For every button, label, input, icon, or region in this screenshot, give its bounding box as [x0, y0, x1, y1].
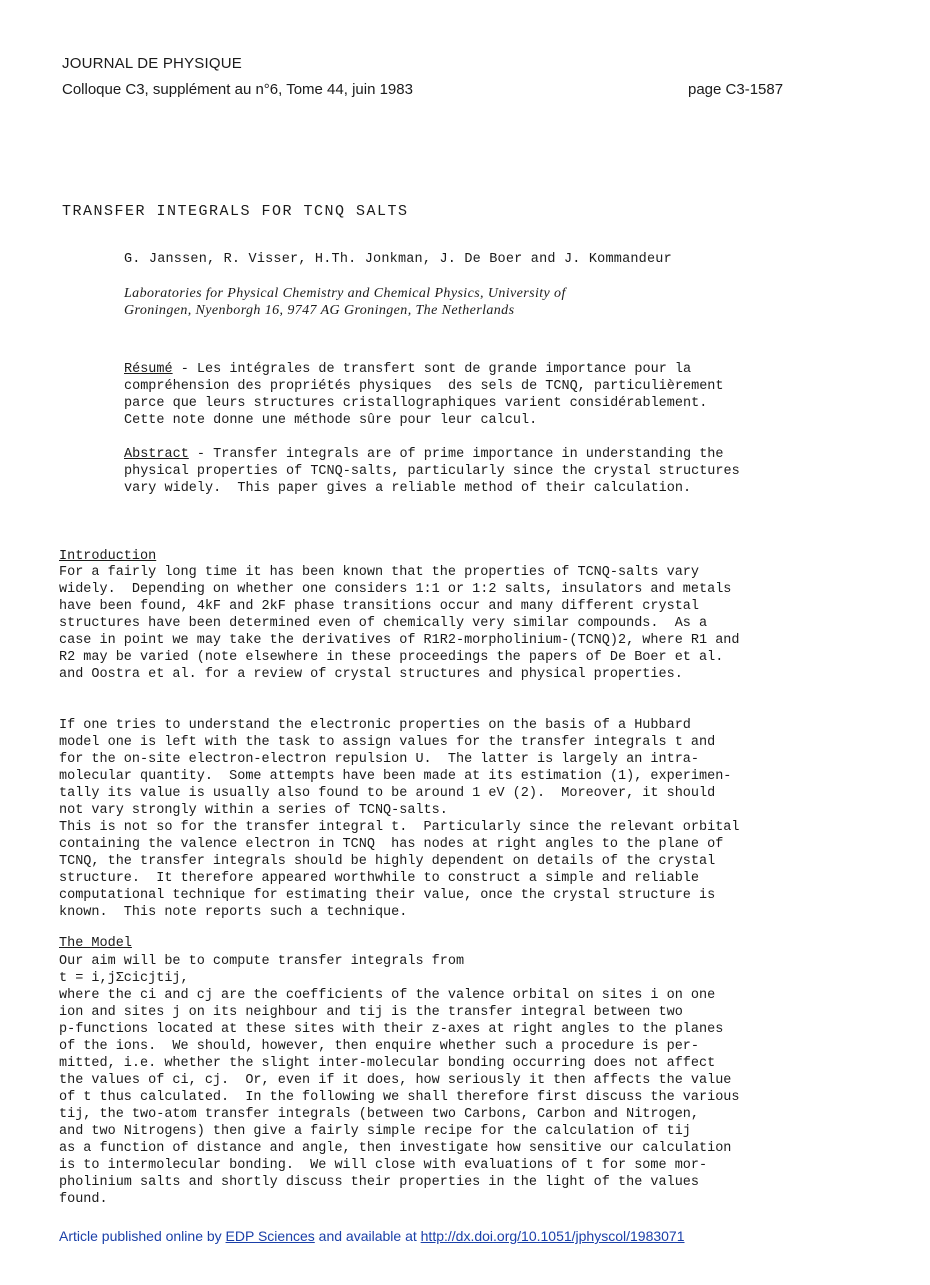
- introduction-paragraph-3: This is not so for the transfer integral t. Particularly since the relevant orbital containing the valence electron in TCNQ has nodes at right angles to the plane of TCNQ, the transfer integrals should be highly dependent on details of the crystal structure. It therefore appeared worthwhile to construct a simple and reliable computational technique for estimating their value, once the crystal structure is known. This note reports such a technique.: [59, 820, 740, 920]
- introduction-paragraph-1: For a fairly long time it has been known that the properties of TCNQ-salts vary widely. Depending on whether one considers 1:1 or 1:2 salts, insulators and metals have been found, 4kF and 2kF phase transitions occur and many different crystal structures have been determined even of chemically very similar compounds. As a case in point we may take the derivatives of R1R2-morpholinium-(TCNQ)2, where R1 and R2 may be varied (note elsewhere in these proceedings the papers of De Boer et al. and Oostra et al. for a review of crystal structures and physical properties.: [59, 565, 740, 682]
- affiliation-line: Groningen, Nyenborgh 16, 9747 AG Groningen, The Netherlands: [124, 303, 515, 318]
- abstract-text: - Transfer integrals are of prime importance in understanding the physical properties of TCNQ-salts, particularly since the crystal structures vary widely. This paper gives a reliable method of their calculation.: [124, 447, 740, 496]
- footer-prefix: Article published online by: [59, 1228, 226, 1244]
- model-heading: The Model: [59, 936, 132, 951]
- author-list: G. Janssen, R. Visser, H.Th. Jonkman, J. De Boer and J. Kommandeur: [124, 252, 672, 267]
- abstract-paragraph: [124, 446, 740, 497]
- page-number: page C3-1587: [688, 81, 784, 98]
- resume-text: - Les intégrales de transfert sont de grande importance pour la compréhension des propriétés physiques des sels de TCNQ, particulièrement parce que leurs structures cristallographiques varient considérablement. Cette note donne une méthode sûre pour leur calcul.: [124, 362, 724, 428]
- introduction-heading: Introduction: [59, 549, 157, 564]
- publication-footer: [59, 1228, 685, 1244]
- affiliation: [124, 285, 566, 319]
- abstract-heading: Abstract: [124, 447, 189, 462]
- affiliation-line: Laboratories for Physical Chemistry and Chemical Physics, University of: [124, 286, 566, 301]
- paper-title: TRANSFER INTEGRALS FOR TCNQ SALTS: [62, 203, 409, 220]
- journal-name: JOURNAL DE PHYSIQUE: [62, 55, 242, 72]
- doi-link[interactable]: http://dx.doi.org/10.1051/jphyscol/1983071: [420, 1228, 685, 1244]
- model-paragraph: Our aim will be to compute transfer integrals from t = i,jΣcicjtij, where the ci and cj are the coefficients of the valence orbital on sites i on one ion and sites j on its neighbour and tij is the transfer integral between two p-functions located at these sites with their z-axes at right angles to the planes of the ions. We should, however, then enquire whether such a procedure is per- mitted, i.e. whether the slight inter-molecular bonding occurring does not affect the values of ci, cj. Or, even if it does, how seriously it then affects the value of t thus calculated. In the following we shall therefore first discuss the various tij, the two-atom transfer integrals (between two Carbons, Carbon and Nitrogen, and two Nitrogens) then give a fairly simple recipe for the calculation of tij as a function of distance and angle, then investigate how sensitive our calculation is to intermolecular bonding. We will close with evaluations of t for some mor- pholinium salts and shortly discuss their properties in the light of the values found.: [59, 954, 740, 1207]
- footer-middle: and available at: [314, 1228, 421, 1244]
- resume-heading: Résumé: [124, 362, 173, 377]
- issue-info: Colloque C3, supplément au n°6, Tome 44, juin 1983: [62, 81, 413, 98]
- resume-paragraph: [124, 361, 724, 429]
- publisher-link[interactable]: EDP Sciences: [225, 1228, 315, 1244]
- introduction-paragraph-2: If one tries to understand the electronic properties on the basis of a Hubbard model one is left with the task to assign values for the transfer integrals t and for the on-site electron-electron repulsion U. The latter is largely an intra- molecular quantity. Some attempts have been made at its estimation (1), experimen- tally its value is usually also found to be around 1 eV (2). Moreover, it should not vary strongly within a series of TCNQ-salts.: [59, 718, 732, 818]
